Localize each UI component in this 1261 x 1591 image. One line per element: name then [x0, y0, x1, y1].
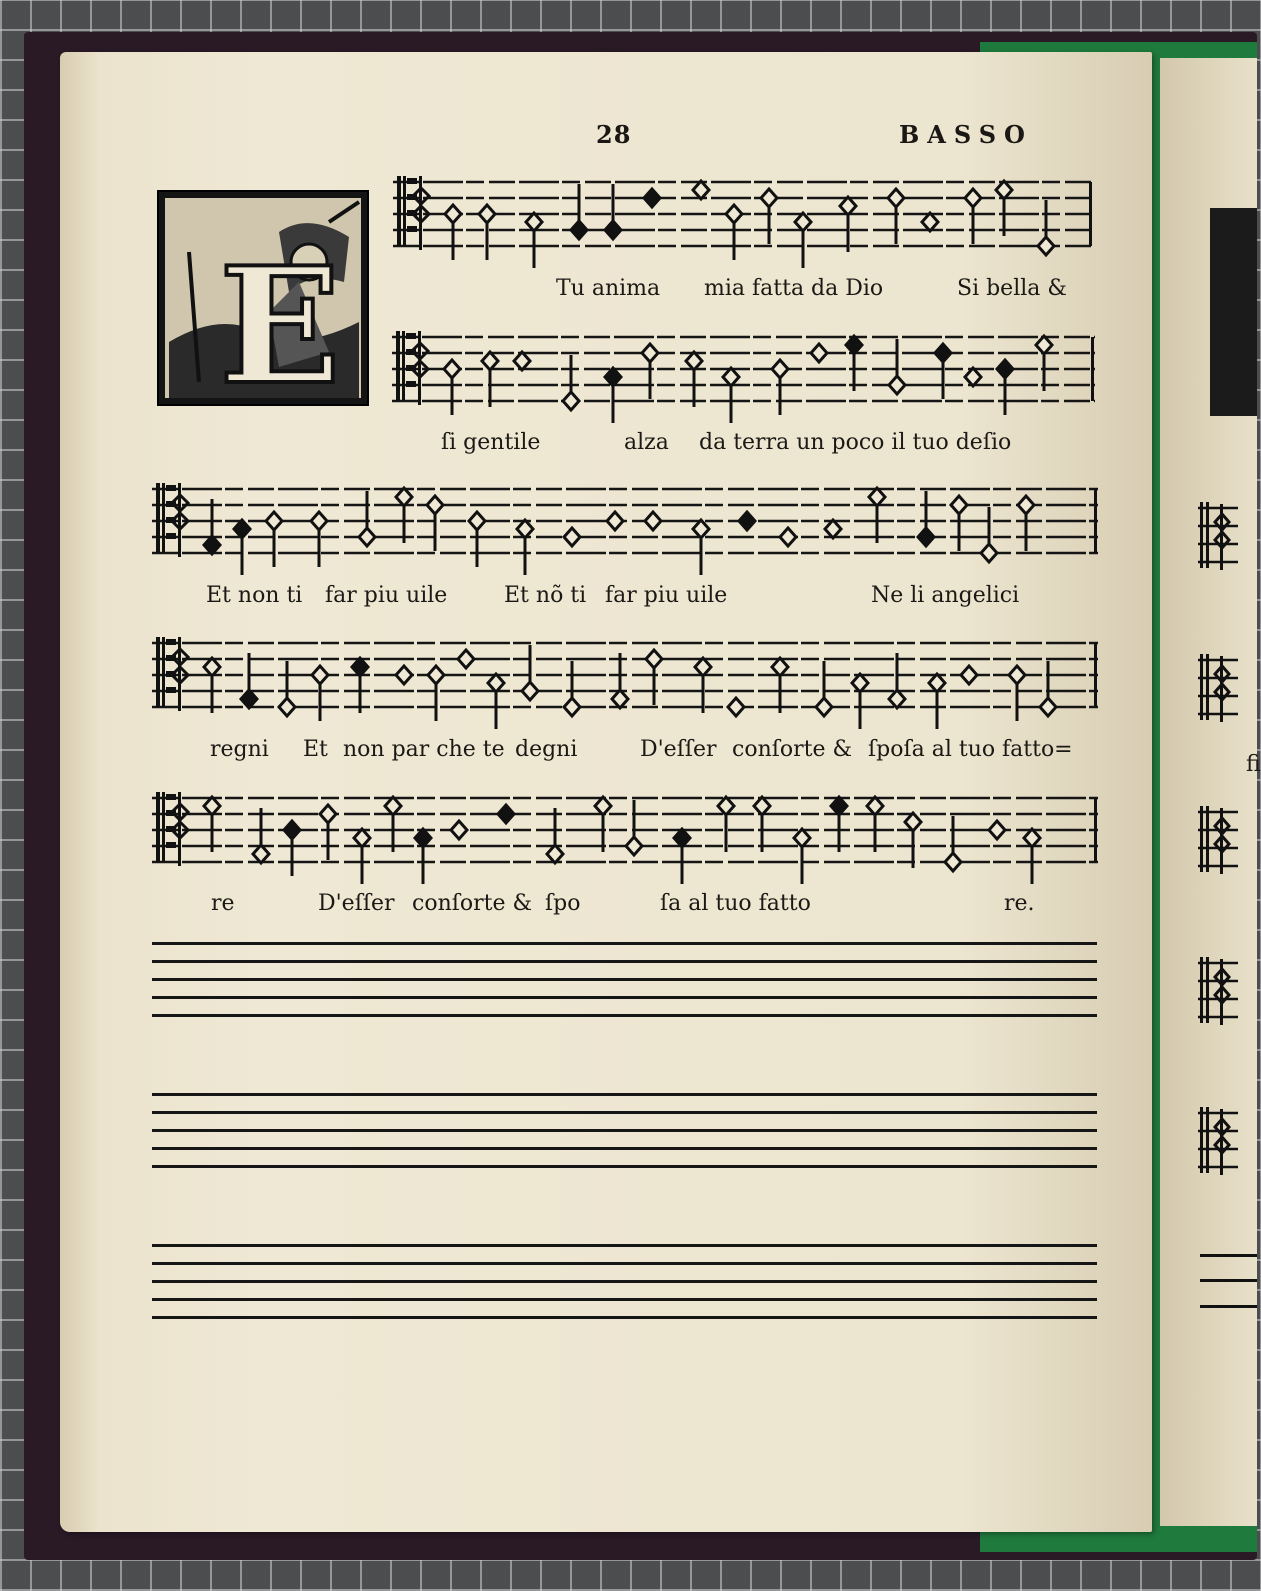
woodcut-initial: [157, 190, 369, 420]
note: [754, 797, 770, 852]
note: [526, 213, 542, 268]
note: [922, 213, 938, 231]
note: [693, 520, 709, 575]
note: [852, 674, 868, 729]
note: [996, 181, 1012, 236]
note: [645, 512, 661, 530]
note: [726, 205, 742, 260]
note: [772, 658, 788, 713]
lyric: ſa al tuo fatto: [660, 891, 811, 916]
facing-clef: [1198, 652, 1238, 724]
note: [795, 213, 811, 268]
facing-clef: [1198, 1105, 1238, 1177]
note: [234, 520, 250, 575]
note: [825, 520, 841, 538]
staff-3: [152, 477, 1098, 567]
note: [266, 512, 282, 567]
lyric: mia fatta da Dio: [704, 276, 884, 301]
note: [396, 666, 412, 684]
initial-letter: E: [219, 232, 341, 420]
facing-clef: [1198, 500, 1238, 572]
note: [522, 645, 538, 700]
note: [605, 184, 621, 239]
barline: [1091, 337, 1094, 401]
note: [869, 488, 885, 543]
lyric: degni: [515, 737, 578, 762]
note: [354, 829, 370, 884]
lyric: re.: [1004, 891, 1035, 916]
note: [279, 661, 295, 716]
note: [997, 360, 1013, 415]
note: [595, 797, 611, 852]
empty-staff: [152, 1244, 1097, 1334]
note: [831, 797, 847, 852]
note: [888, 189, 904, 244]
note: [646, 650, 662, 705]
note: [918, 491, 934, 546]
note: [498, 805, 514, 823]
lyric: fatto=: [1002, 737, 1073, 762]
lyric: Et non ti: [206, 583, 303, 608]
note: [981, 507, 997, 562]
lyric: regni: [210, 737, 269, 762]
lyric: D'eſſer: [640, 737, 717, 762]
note: [695, 658, 711, 713]
barline: [1094, 798, 1097, 862]
note: [644, 189, 660, 207]
note: [965, 189, 981, 244]
lyric: ſpo: [545, 891, 581, 916]
note: [564, 528, 580, 546]
note: [479, 205, 495, 260]
note: [674, 829, 690, 884]
note: [780, 528, 796, 546]
note: [961, 666, 977, 684]
note: [626, 800, 642, 855]
facing-empty-staff: [1200, 1254, 1257, 1329]
note: [320, 805, 336, 860]
note: [241, 653, 257, 708]
note: [547, 808, 563, 863]
empty-staff: [152, 942, 1097, 1032]
lyric: conſorte &: [732, 737, 853, 762]
note: [612, 653, 628, 708]
lyric: far piu uile: [605, 583, 728, 608]
lyric: Et nõ ti: [504, 583, 587, 608]
note: [761, 189, 777, 244]
note: [739, 512, 755, 530]
barline: [1094, 643, 1097, 707]
note: [607, 512, 623, 530]
lyric: far piu uile: [325, 583, 448, 608]
note: [563, 355, 579, 410]
barline: [1089, 182, 1092, 246]
note: [935, 344, 951, 399]
staff-2: [392, 325, 1095, 415]
part-name: BASSO: [899, 120, 1033, 149]
lyric: Si bella &: [957, 276, 1067, 301]
staff-5: [152, 786, 1098, 876]
note: [359, 491, 375, 546]
note: [794, 829, 810, 884]
note: [284, 821, 300, 876]
note: [951, 496, 967, 551]
lyric: conſorte &: [412, 891, 533, 916]
note: [846, 336, 862, 391]
note: [945, 816, 961, 871]
note: [816, 661, 832, 716]
facing-clef: [1198, 955, 1238, 1027]
note: [1024, 829, 1040, 884]
note: [415, 829, 431, 884]
lyric: alza: [624, 430, 669, 455]
note: [693, 181, 709, 199]
facing-clef: [1198, 804, 1238, 876]
note: [204, 658, 220, 713]
note: [445, 205, 461, 260]
note: [482, 352, 498, 407]
lyric: Tu anima: [556, 276, 661, 301]
note: [811, 344, 827, 362]
note: [1038, 200, 1054, 255]
note: [204, 797, 220, 852]
lyric: ſi gentile: [441, 430, 541, 455]
note: [965, 368, 981, 386]
note: [772, 360, 788, 415]
note: [889, 339, 905, 394]
note: [605, 368, 621, 423]
note: [517, 520, 533, 575]
note: [718, 797, 734, 852]
facing-initial: [1210, 208, 1257, 416]
note: [458, 650, 474, 668]
lyric: D'eſſer: [318, 891, 395, 916]
note: [989, 821, 1005, 839]
barline: [1094, 489, 1097, 553]
note: [1036, 336, 1052, 391]
note: [840, 197, 856, 252]
staff-4: [152, 631, 1098, 721]
note: [686, 352, 702, 407]
note: [929, 674, 945, 729]
note: [889, 653, 905, 708]
lyric: Et: [303, 737, 328, 762]
note: [396, 488, 412, 543]
note: [204, 499, 220, 554]
note: [444, 360, 460, 415]
note: [571, 184, 587, 239]
note: [385, 797, 401, 852]
page-number: 28: [596, 120, 632, 149]
note: [469, 512, 485, 567]
note: [311, 512, 327, 567]
note: [723, 368, 739, 423]
note: [905, 813, 921, 868]
note: [427, 496, 443, 551]
empty-staff: [152, 1093, 1097, 1183]
note: [728, 698, 744, 716]
lyric: re: [211, 891, 235, 916]
facing-page-fragment: fi: [1246, 752, 1261, 777]
note: [488, 674, 504, 729]
note: [867, 797, 883, 852]
lyric: ſpoſa al tuo: [868, 737, 996, 762]
note: [428, 666, 444, 721]
note: [1018, 496, 1034, 551]
note: [451, 821, 467, 839]
note: [312, 666, 328, 721]
staff-1: [393, 170, 1093, 260]
note: [642, 344, 658, 399]
note: [1009, 666, 1025, 721]
lyric: da terra un poco il tuo deſio: [699, 430, 1012, 455]
note: [352, 658, 368, 713]
lyric: non par che te: [343, 737, 505, 762]
note: [514, 352, 530, 370]
note: [253, 808, 269, 863]
note: [564, 661, 580, 716]
note: [1040, 661, 1056, 716]
lyric: Ne li angelici: [871, 583, 1020, 608]
